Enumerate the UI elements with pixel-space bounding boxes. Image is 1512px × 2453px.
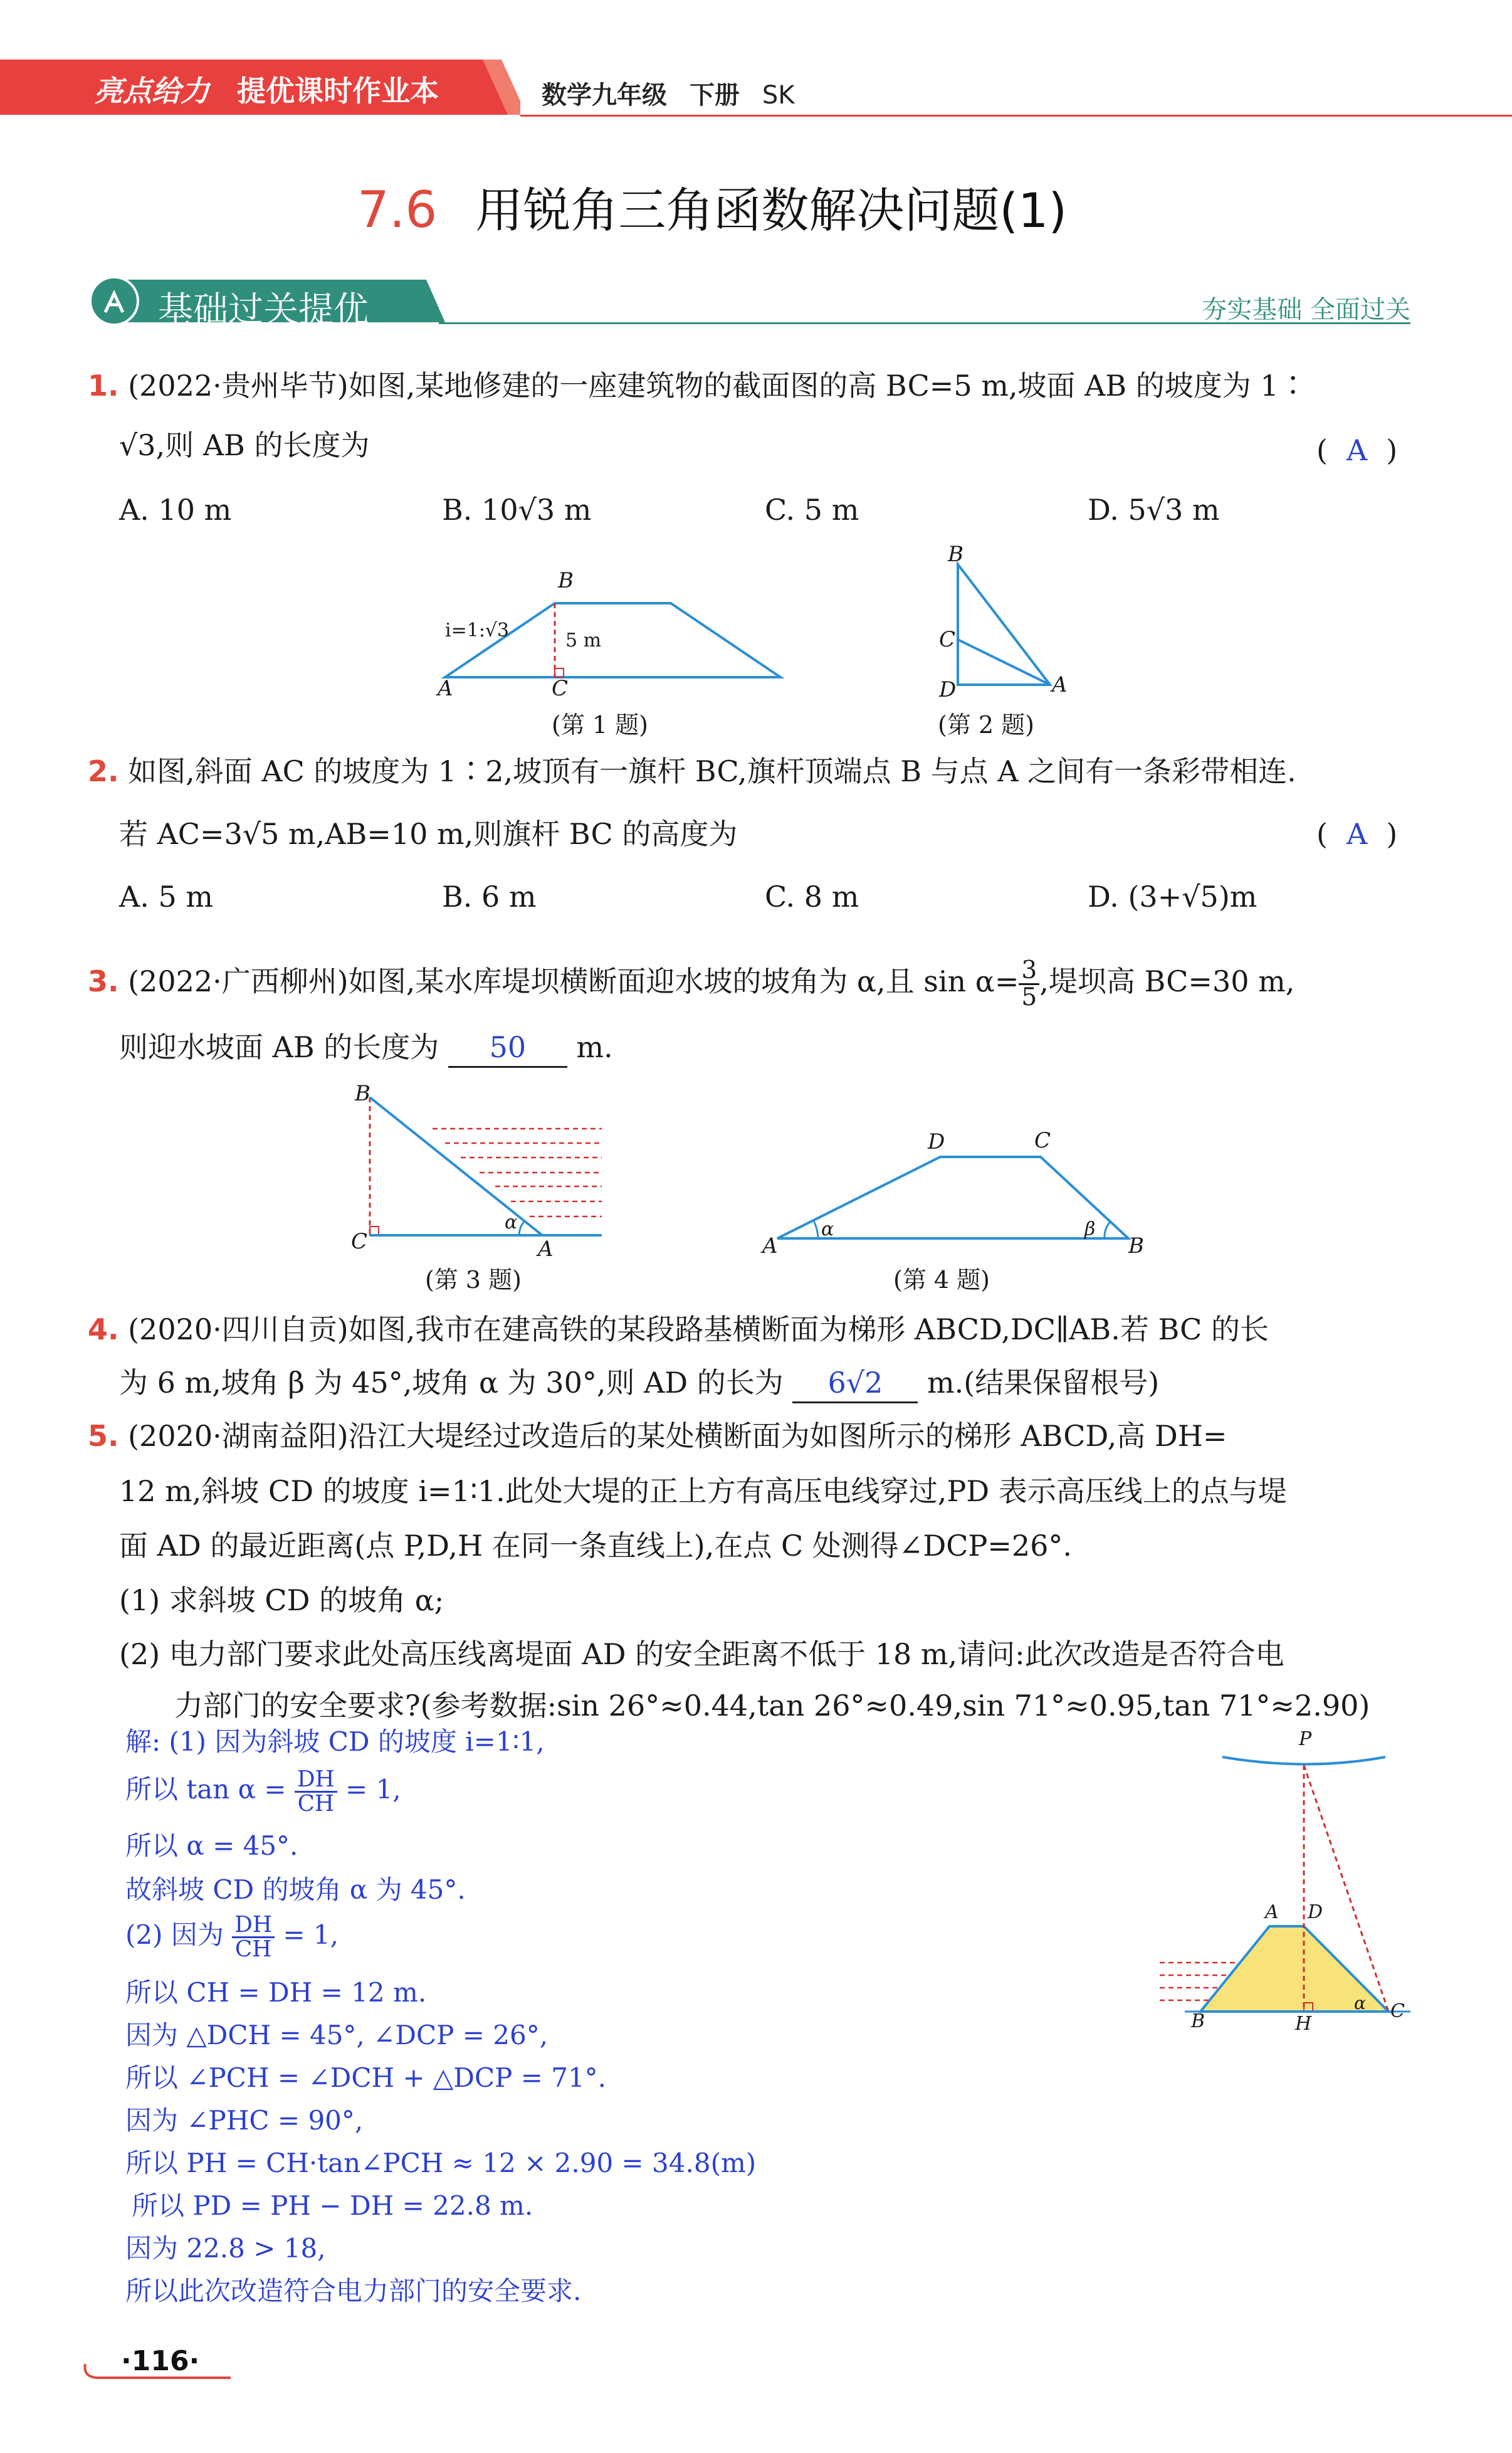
header-subject: 数学九年级 (542, 81, 667, 110)
sol-line1: 解: (1) 因为斜坡 CD 的坡度 i=1∶1, (125, 1726, 545, 1757)
q4-answer-blank (792, 1364, 918, 1403)
q4-answer: 6√2 (827, 1366, 883, 1400)
fig1-slope: i=1:√3 (445, 620, 510, 641)
page-number-block (80, 2345, 237, 2383)
sol-line8: 所以 ∠PCH = ∠DCH + △DCP = 71°. (125, 2062, 607, 2093)
q3-line1 (88, 953, 1294, 1010)
q1-line2: √3,则 AB 的长度为 (119, 428, 370, 462)
q2-number: 2. (88, 754, 119, 788)
q1-answer-paren: ( A ) (1316, 433, 1398, 467)
q5-line2: 12 m,斜坡 CD 的坡度 i=1∶1.此处大堤的正上方有高压电线穿过,PD 表示高压线上的点与堤 (119, 1474, 1287, 1508)
q3-answer-blank (448, 1028, 567, 1068)
fig2-label-d: D (939, 677, 957, 702)
q5-number: 5. (88, 1419, 119, 1453)
q3-fraction (1019, 958, 1039, 1009)
page-number: ·116· (121, 2345, 200, 2377)
sol-line10: 所以 PH = CH·tan∠PCH ≈ 12 × 2.90 = 34.8(m) (125, 2148, 757, 2178)
q1-option-b: B. 10√3 m (442, 493, 592, 527)
header-subject-line (542, 75, 795, 111)
fig3-caption: (第 3 题) (425, 1266, 522, 1294)
section-banner (88, 276, 1410, 330)
q5-text1: (2020·湖南益阳)沿江大堤经过改造后的某处横断面为如图所示的梯形 ABCD,高 DH= (128, 1419, 1227, 1453)
q3-answer: 50 (489, 1030, 527, 1064)
fig5-label-b: B (1191, 2010, 1205, 2032)
header-series: 提优课时作业本 (237, 74, 439, 108)
header-volume: 下册 (689, 81, 740, 110)
q5-part2b: 力部门的安全要求?(参考数据:sin 26°≈0.44,tan 26°≈0.49,sin 71°≈0.95,tan 71°≈2.90) (174, 1689, 1370, 1722)
q3-line2 (119, 1028, 613, 1068)
sol-line5 (125, 1914, 339, 1960)
fig3-label-b: B (355, 1081, 370, 1106)
sol-line9: 因为 ∠PHC = 90°, (125, 2105, 364, 2136)
fig5-label-d: D (1308, 1901, 1323, 1923)
figure-4 (759, 1126, 1147, 1292)
sol-frac2 (232, 1914, 275, 1960)
q1-option-d: D. 5√3 m (1088, 493, 1220, 527)
fig5-label-p: P (1299, 1728, 1312, 1750)
sol-line2b: = 1, (345, 1774, 401, 1805)
figure-3 (351, 1079, 614, 1292)
figure-5 (1160, 1728, 1423, 2038)
fig5-label-c: C (1390, 2000, 1405, 2022)
sol-line5b: = 1, (283, 1919, 339, 1951)
sol-frac2-den: CH (234, 1936, 272, 1962)
fig2-caption: (第 2 题) (938, 711, 1034, 739)
q2-option-c: C. 8 m (765, 880, 859, 914)
fig4-caption: (第 4 题) (893, 1266, 990, 1294)
q2-answer-paren: ( A ) (1316, 817, 1398, 851)
sol-line4: 故斜坡 CD 的坡角 α 为 45°. (125, 1874, 466, 1905)
figure-2 (934, 542, 1084, 740)
sol-line7: 因为 △DCH = 45°, ∠DCP = 26°, (125, 2020, 549, 2050)
q2-answer: A (1346, 817, 1368, 851)
sol-frac1-den: CH (297, 1790, 335, 1817)
q2-option-d: D. (3+√5)m (1088, 880, 1257, 914)
fig5-label-a: A (1265, 1901, 1279, 1923)
fig2-label-b: B (948, 542, 963, 567)
fig3-label-a: A (538, 1237, 554, 1262)
q2-option-a: A. 5 m (119, 880, 213, 914)
q3-frac-den: 5 (1021, 983, 1037, 1011)
q3-text1a: (2022·广西柳州)如图,某水库堤坝横断面迎水坡的坡角为 α,且 sin α= (128, 964, 1019, 998)
figure-1 (433, 568, 796, 740)
sol-line5a: (2) 因为 (125, 1919, 224, 1951)
q3-text2b: m. (576, 1030, 613, 1064)
fig1-height: 5 m (565, 630, 602, 651)
sol-line13: 所以此次改造符合电力部门的安全要求. (125, 2276, 582, 2306)
q1-answer: A (1346, 433, 1368, 467)
q2-text1: 如图,斜面 AC 的坡度为 1∶2,坡顶有一旗杆 BC,旗杆顶端点 B 与点 A 之间有一条彩带相连. (128, 754, 1296, 788)
q4-text1: (2020·四川自贡)如图,我市在建高铁的某段路基横断面为梯形 ABCD,DC∥AB.若 BC 的长 (128, 1312, 1269, 1346)
title-number: 7.6 (357, 181, 438, 239)
header-brand: 亮点给力 (94, 74, 209, 108)
header-edition: SK (762, 81, 795, 110)
fig1-caption: (第 1 题) (552, 711, 648, 739)
fig5-label-h: H (1295, 2013, 1312, 2035)
q3-text2a: 则迎水坡面 AB 的长度为 (119, 1030, 439, 1064)
q5-part1: (1) 求斜坡 CD 的坡角 α; (119, 1583, 444, 1617)
q4-line1 (88, 1311, 1269, 1348)
fig1-label-c: C (552, 676, 569, 701)
sol-line12: 因为 22.8 > 18, (125, 2233, 326, 2264)
q4-text2a: 为 6 m,坡角 β 为 45°,坡角 α 为 30°,则 AD 的长为 (119, 1366, 784, 1400)
page-title (357, 172, 1067, 241)
fig4-label-b: B (1128, 1233, 1144, 1258)
fig3-alpha: α (505, 1211, 518, 1233)
q1-option-a: A. 10 m (119, 493, 232, 527)
header-rule (520, 115, 1512, 117)
fig2-label-c: C (939, 627, 956, 652)
q3-frac-num: 3 (1019, 958, 1039, 984)
fig4-label-c: C (1034, 1128, 1051, 1153)
title-text: 用锐角三角函数解决问题(1) (475, 182, 1067, 238)
fig4-label-a: A (762, 1233, 778, 1258)
q4-number: 4. (88, 1312, 119, 1346)
q5-line3: 面 AD 的最近距离(点 P,D,H 在同一条直线上),在点 C 处测得∠DCP=26°. (119, 1529, 1073, 1563)
q4-text2b: m.(结果保留根号) (927, 1366, 1160, 1400)
header-bar (0, 60, 520, 115)
q4-line2 (119, 1364, 1159, 1403)
sol-line6: 所以 CH = DH = 12 m. (125, 1977, 427, 2008)
q1-number: 1. (88, 369, 119, 403)
section-motto: 夯实基础 全面过关 (1202, 295, 1410, 324)
q2-line1 (88, 752, 1296, 790)
fig2-label-a: A (1052, 672, 1068, 697)
sol-line2 (125, 1768, 401, 1815)
fig4-beta: β (1084, 1218, 1096, 1240)
fig4-alpha: α (821, 1218, 834, 1240)
q1-line1 (88, 367, 1308, 404)
q1-text1: (2022·贵州毕节)如图,某地修建的一座建筑物的截面图的高 BC=5 m,坡面 AB 的坡度为 1∶ (128, 369, 1308, 403)
q2-option-b: B. 6 m (442, 880, 537, 914)
fig5-alpha: α (1354, 1993, 1366, 2013)
q3-text1b: ,堤坝高 BC=30 m, (1039, 964, 1295, 998)
fig1-label-b: B (558, 568, 574, 593)
q2-line2: 若 AC=3√5 m,AB=10 m,则旗杆 BC 的高度为 (119, 817, 738, 851)
q1-option-c: C. 5 m (765, 493, 859, 527)
section-name: 基础过关提优 (158, 290, 369, 330)
sol-frac2-num: DH (232, 1914, 275, 1938)
sol-frac1-num: DH (295, 1768, 337, 1793)
sol-line3: 所以 α = 45°. (125, 1830, 298, 1861)
q3-number: 3. (88, 964, 119, 998)
q5-part2a: (2) 电力部门要求此处高压线离堤面 AD 的安全距离不低于 18 m,请问:此次改造是否符合电 (119, 1637, 1284, 1671)
fig4-label-d: D (928, 1129, 945, 1154)
sol-frac1 (295, 1768, 337, 1815)
sol-line2a: 所以 tan α = (125, 1774, 286, 1805)
fig3-label-c: C (351, 1229, 368, 1254)
q5-line1 (88, 1417, 1227, 1455)
fig1-label-a: A (438, 676, 453, 701)
sol-line11: 所以 PD = PH − DH = 22.8 m. (132, 2190, 533, 2221)
